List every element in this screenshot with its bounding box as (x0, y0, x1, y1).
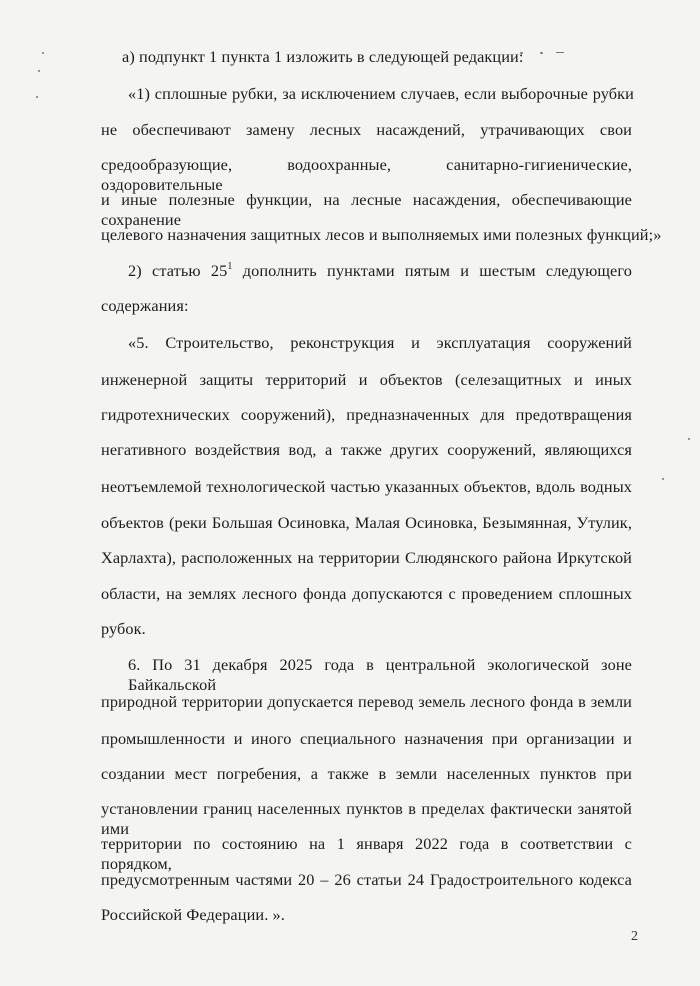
text-line-3: не обеспечивают замену лесных насаждений, утрачивающих свои (101, 120, 632, 139)
text-line-21: создании мест погребения, а также в земли населенных пунктов при (101, 764, 632, 783)
text-line-10: инженерной защиты территорий и объектов (селезащитных и иных (101, 370, 632, 389)
text-line-19: природной территории допускается перевод земель лесного фонда в земли (101, 692, 632, 711)
text-line-14: объектов (реки Большая Осиновка, Малая Осиновка, Безымянная, Утулик, (101, 513, 632, 532)
text-line-22: установлении границ населенных пунктов в пределах фактически занятой ими (101, 799, 632, 838)
text-line-16: области, на землях лесного фонда допускаются с проведением сплошных (101, 584, 632, 603)
page-number: 2 (631, 929, 638, 944)
text-line-13: неотъемлемой технологической частью указанных объектов, вдоль водных (101, 477, 632, 496)
scan-speck (38, 70, 40, 72)
scan-speck (36, 96, 38, 98)
article-ref-rest: дополнить пунктами пятым и шестым следующего (232, 261, 633, 280)
text-line-1: а) подпункт 1 пункта 1 изложить в следующей редакции: (122, 47, 524, 66)
text-line-17: рубок. (101, 619, 146, 638)
text-line-2: «1) сплошные рубки, за исключением случаев, если выборочные рубки (128, 84, 634, 103)
text-line-18: 6. По 31 декабря 2025 года в центральной экологической зоне Байкальской (128, 655, 632, 694)
text-line-12: негативного воздействия вод, а также других сооружений, являющихся (101, 440, 632, 459)
scan-speck (688, 438, 690, 440)
text-line-6: целевого назначения защитных лесов и выполняемых ими полезных функций;» (101, 225, 662, 244)
superscript: 1 (227, 261, 233, 272)
text-line-9: «5. Строительство, реконструкция и эксплуатация сооружений (128, 333, 632, 352)
text-line-23: территории по состоянию на 1 января 2022 года в соответствии с порядком, (101, 834, 632, 873)
scan-speck (42, 52, 44, 54)
scan-speck (662, 478, 664, 480)
scan-speck (556, 52, 564, 53)
text-line-4: средообразующие, водоохранные, санитарно-гигиенические, оздоровительные (101, 155, 632, 194)
text-line-8: содержания: (101, 296, 189, 315)
text-line-20: промышленности и иного специального назначения при организации и (101, 729, 632, 748)
text-line-5: и иные полезные функции, на лесные насаждения, обеспечивающие сохранение (101, 190, 632, 229)
text-line-11: гидротехнических сооружений), предназначенных для предотвращения (101, 405, 632, 424)
text-line-15: Харлахта), расположенных на территории Слюдянского района Иркутской (101, 548, 632, 567)
text-line-25: Российской Федерации. ». (101, 905, 285, 924)
article-ref: 2) статью 25 (128, 261, 228, 280)
text-line-24: предусмотренным частями 20 – 26 статьи 24 Градостроительного кодекса (101, 870, 632, 889)
scan-speck (540, 52, 543, 54)
text-line-7 (128, 261, 632, 281)
